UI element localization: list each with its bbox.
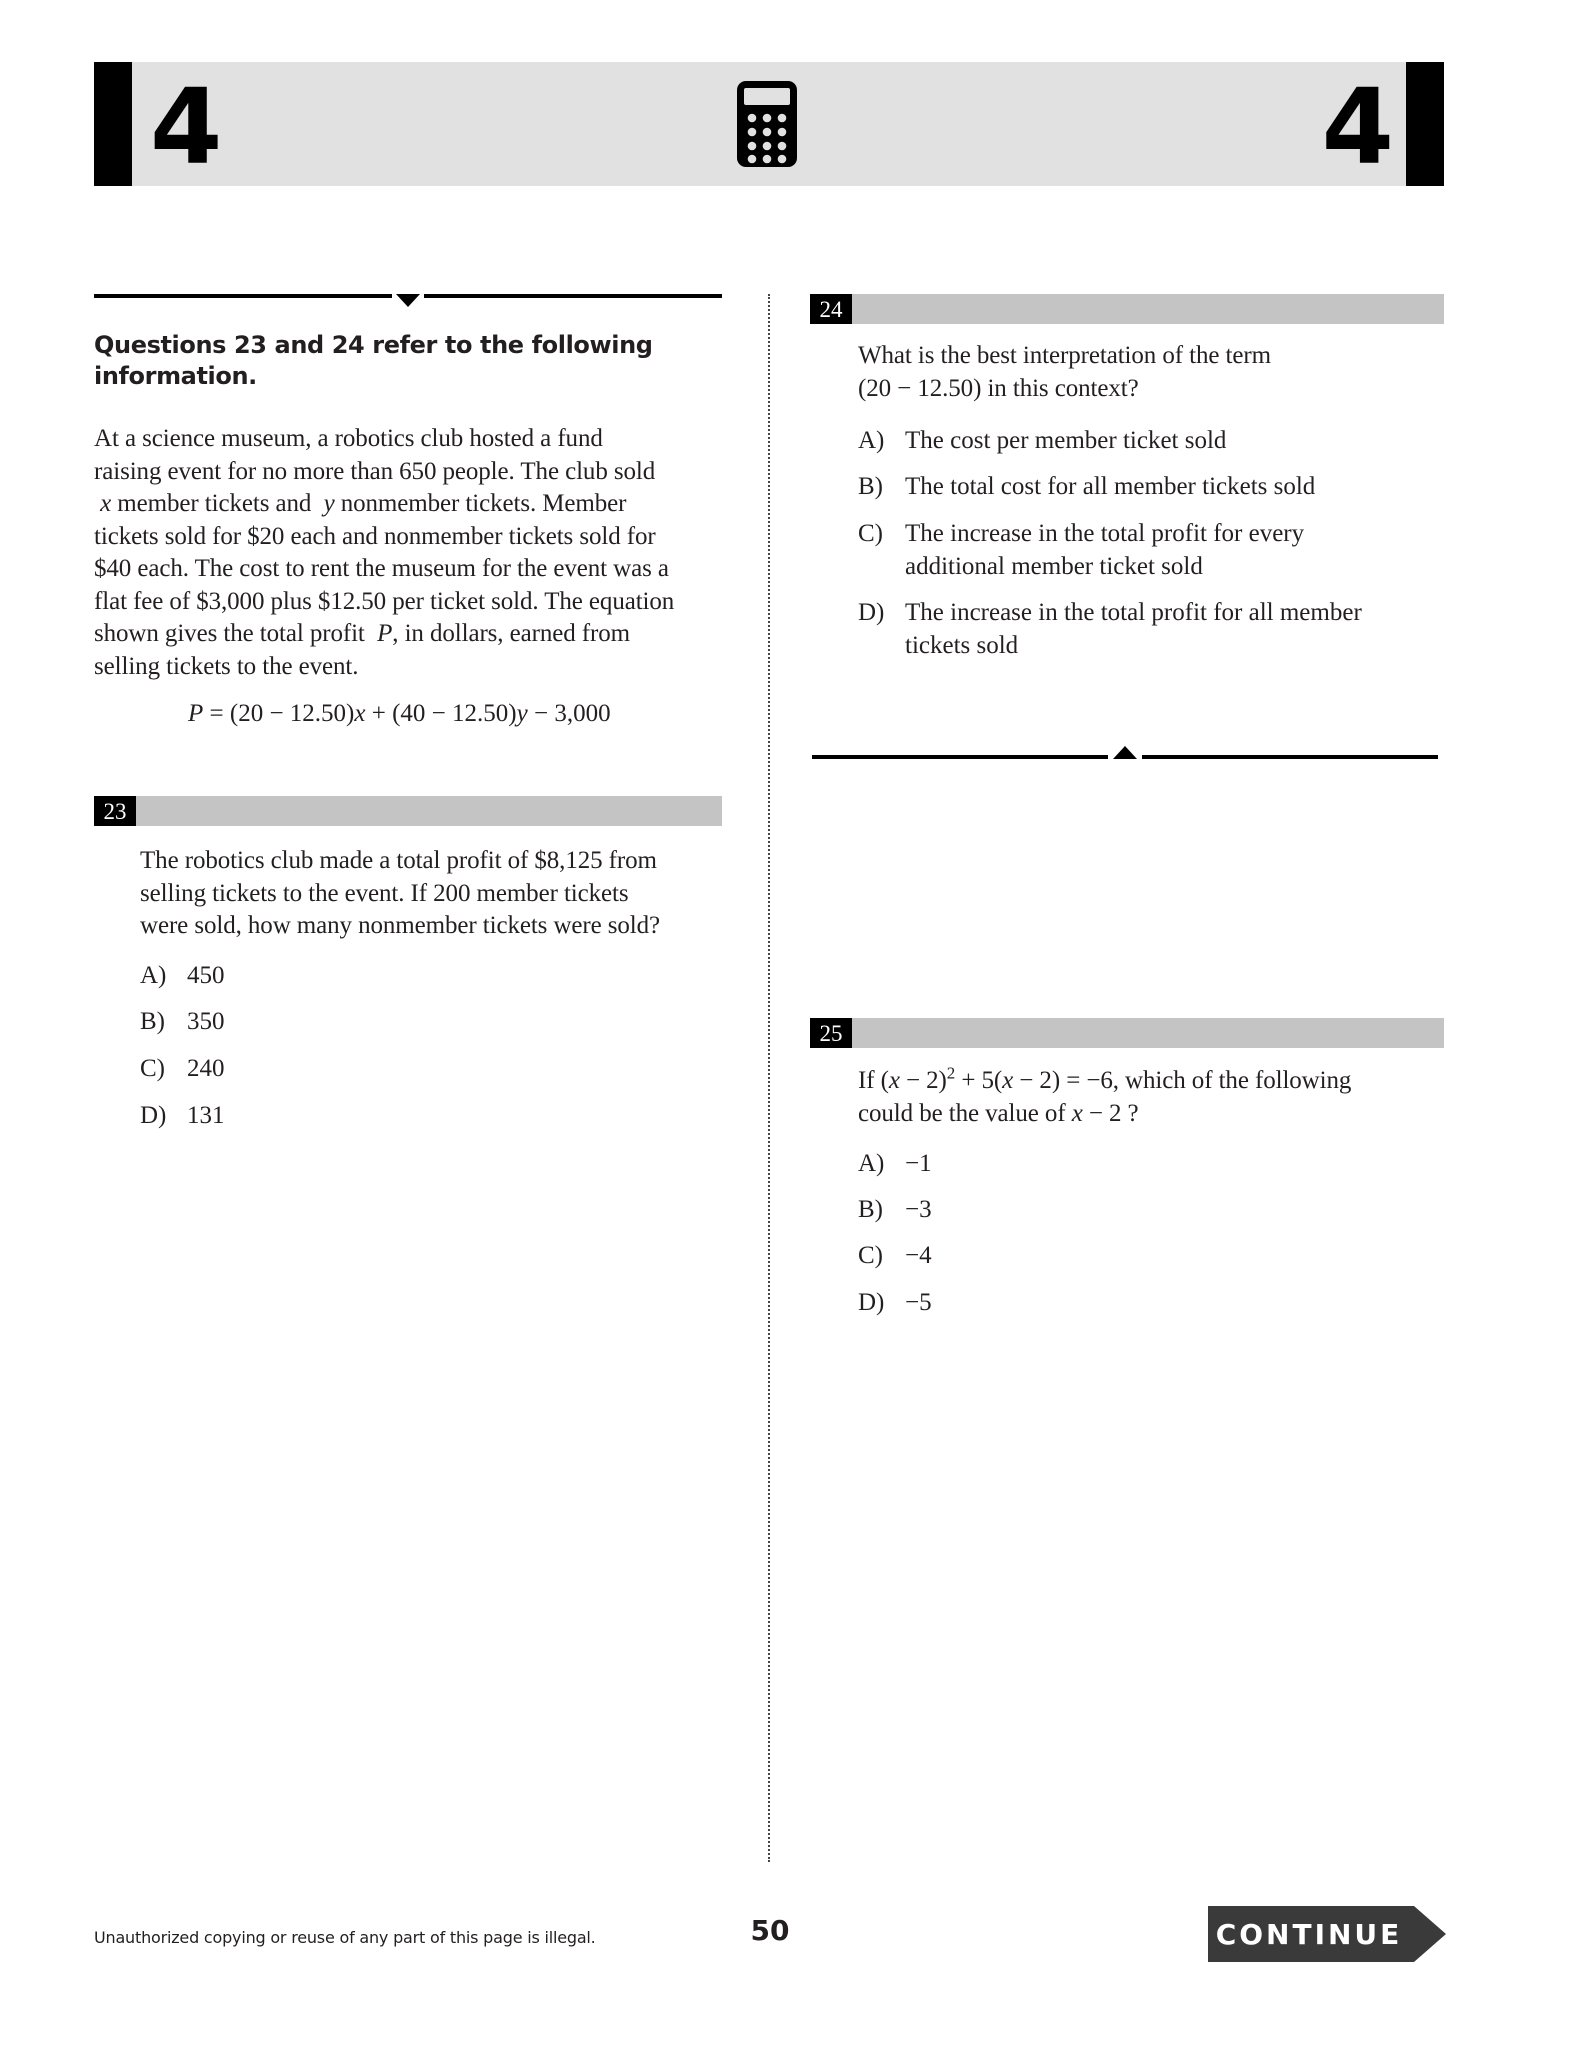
question-23-bar bbox=[94, 796, 722, 826]
question-25-number: 25 bbox=[810, 1018, 852, 1048]
question-24-choice-b[interactable]: B) The total cost for all member tickets sold bbox=[858, 473, 1316, 500]
question-25-text: If $(x - 2)^2 + 5(x - 2) = -6$, which of the following could be the value of x − 2 ? bbox=[858, 1063, 1352, 1127]
question-23-choice-a[interactable]: A) 450 bbox=[140, 962, 225, 989]
question-24-choice-d[interactable]: D) The increase in the total profit for all member tickets sold bbox=[858, 599, 1362, 659]
passage-end-rule-left bbox=[812, 755, 1108, 759]
passage-end-rule-right bbox=[1142, 755, 1438, 759]
question-23-choice-d[interactable]: D) 131 bbox=[140, 1102, 225, 1129]
passage-top-rule-right bbox=[424, 294, 722, 298]
column-divider bbox=[768, 294, 770, 1862]
profit-equation: P = (20 − 12.50)x + (40 − 12.50)y − 3,000 bbox=[188, 700, 611, 727]
section-number-right: 4 bbox=[1321, 66, 1394, 188]
arrow-up-icon bbox=[1113, 746, 1137, 759]
question-23-choice-b[interactable]: B) 350 bbox=[140, 1008, 225, 1035]
question-23-text: The robotics club made a total profit of $8,125 from selling tickets to the event. If 200 member tickets were sold, how many nonmember tickets were sold? bbox=[140, 847, 661, 939]
question-23-number: 23 bbox=[94, 796, 136, 826]
question-24-choice-a[interactable]: A) The cost per member ticket sold bbox=[858, 427, 1227, 454]
question-24-number: 24 bbox=[810, 294, 852, 324]
copyright-notice: Unauthorized copying or reuse of any part of this page is illegal. bbox=[94, 1928, 596, 1947]
question-25-bar bbox=[810, 1018, 1444, 1048]
question-25-choice-c[interactable]: C) −4 bbox=[858, 1242, 932, 1269]
continue-button-label[interactable]: CONTINUE bbox=[1215, 1918, 1403, 1951]
arrow-down-icon bbox=[396, 294, 420, 308]
question-25-choice-d[interactable]: D) −5 bbox=[858, 1289, 932, 1316]
passage-top-rule-left bbox=[94, 294, 392, 298]
passage-text: At a science museum, a robotics club hosted a fund raising event for no more than 650 people. The club sold x member tickets and y nonmember tickets. Member tickets sold for $20 each and nonmember tickets sold for $40 each. The cost to rent the museum for the event was a flat fee of $3,000 plus $12.50 per ticket sold. The equation shown gives the total profit P, in dollars, earned from selling tickets to the event. bbox=[94, 425, 675, 680]
question-23-choice-c[interactable]: C) 240 bbox=[140, 1055, 225, 1082]
question-25-choice-a[interactable]: A) −1 bbox=[858, 1150, 932, 1177]
question-24-bar bbox=[810, 294, 1444, 324]
calculator-icon bbox=[736, 80, 798, 168]
passage-intro-heading: Questions 23 and 24 refer to the following information. bbox=[94, 331, 653, 390]
question-25-choice-b[interactable]: B) −3 bbox=[858, 1196, 932, 1223]
section-header-left-bar bbox=[94, 62, 132, 186]
question-24-choice-c[interactable]: C) The increase in the total profit for every additional member ticket sold bbox=[858, 520, 1305, 580]
question-24-text: What is the best interpretation of the term (20 − 12.50) in this context? bbox=[858, 342, 1271, 402]
section-number-left: 4 bbox=[150, 66, 223, 188]
section-header-right-bar bbox=[1406, 62, 1444, 186]
page-number: 50 bbox=[750, 1914, 790, 1947]
